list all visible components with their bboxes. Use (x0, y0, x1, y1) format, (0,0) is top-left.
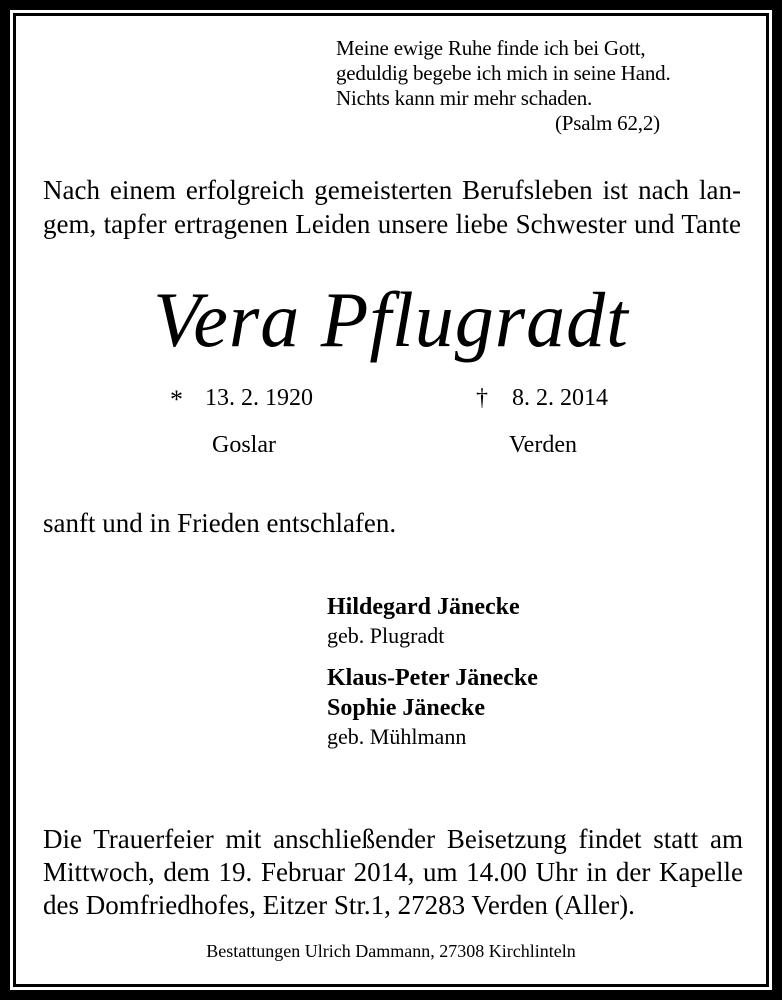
closing-line: sanft und in Frieden entschlafen. (43, 508, 397, 538)
ceremony-line: Mittwoch, dem 19. Februar 2014, um 14.00 Uhr in der Kapelle (43, 857, 743, 887)
mourner-maiden-name: geb. Mühlmann (327, 724, 467, 749)
mourner-name: Sophie Jänecke (327, 695, 486, 721)
birth-date: 13. 2. 1920 (205, 385, 313, 411)
poem-line: geduldig begebe ich mich in seine Hand. (336, 61, 671, 85)
mourner-group (327, 663, 538, 751)
birth-place: Goslar (212, 432, 276, 458)
intro-paragraph (43, 173, 741, 241)
ceremony-line: Die Trauerfeier mit anschließender Beisetzung findet statt am (43, 824, 743, 854)
ceremony-line: des Domfriedhofes, Eitzer Str.1, 27283 Verden (Aller). (43, 890, 635, 920)
intro-line: gem, tapfer ertragenen Leiden unsere liebe Schwester und Tante (43, 209, 741, 239)
death-cross-icon: † (476, 385, 488, 411)
deceased-name: Vera Pflugradt (153, 276, 629, 363)
ceremony-paragraph (43, 822, 743, 921)
mourner-group (327, 592, 538, 650)
death-date: 8. 2. 2014 (512, 385, 608, 411)
mourners-list (327, 592, 538, 751)
mourner-maiden-name: geb. Plugradt (327, 623, 445, 648)
poem-line: Meine ewige Ruhe finde ich bei Gott, (336, 36, 646, 60)
poem-line: Nichts kann mir mehr schaden. (336, 86, 593, 110)
mourner-name: Klaus-Peter Jänecke (327, 665, 538, 691)
funeral-home-footer: Bestattungen Ulrich Dammann, 27308 Kirchlinteln (206, 941, 576, 961)
mourner-name: Hildegard Jänecke (327, 594, 520, 620)
psalm-citation: (Psalm 62,2) (555, 111, 660, 135)
death-place: Verden (509, 432, 577, 458)
birth-star-icon: * (170, 385, 183, 414)
intro-line: Nach einem erfolgreich gemeisterten Berufsleben ist nach lan- (43, 175, 741, 205)
psalm-poem (336, 36, 671, 136)
